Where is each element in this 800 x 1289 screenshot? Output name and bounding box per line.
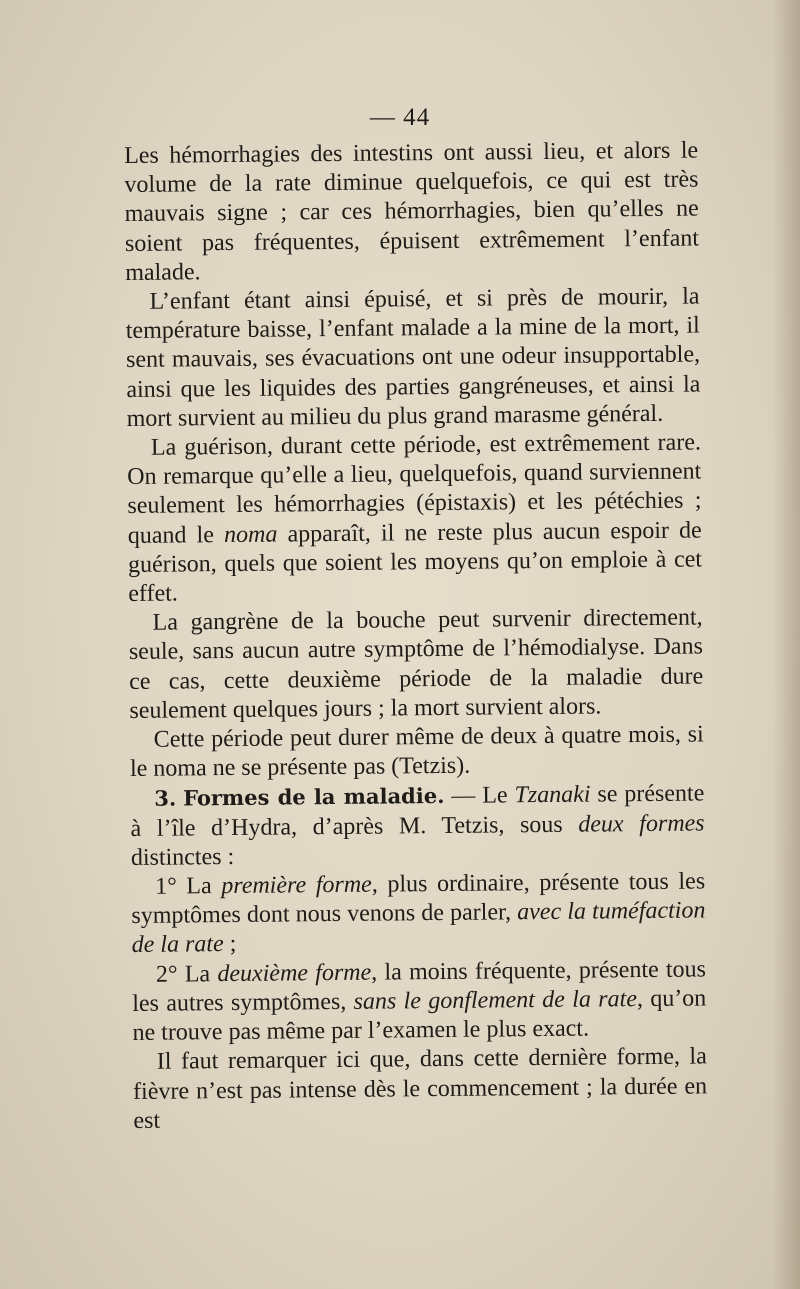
second-form-term: deuxième forme	[217, 959, 372, 987]
section-heading: Formes de la maladie.	[183, 783, 445, 811]
page-edge-shadow	[772, 0, 800, 1289]
first-form-text-b: , plus ordinaire, présente tous les symptômes dont nous venons de parler,	[131, 868, 706, 930]
paragraph-gangrene: La gangrène de la bouche peut survenir directement, seule, sans aucun autre symptôme de l’hémodialyse. Dans ce cas, cette deuxième période de la maladie dure seulement quelques jours ; la mort survient alors.	[128, 604, 704, 724]
first-form-swelling-term: avec la tuméfaction de la rate	[131, 897, 706, 959]
forms-two-forms-term: deux formes	[578, 810, 705, 838]
first-form-term: première forme	[221, 871, 372, 900]
paragraph-exhaustion: L’enfant étant ainsi épuisé, et si près de mourir, la température baisse, l’enfant malade a la mine de la mort, il sent mauvais, ses évacuations ont une odeur insupportable, ainsi que les liquides des parties gangréneuses, et ainsi la mort survient au milieu du plus grand marasme général.	[125, 283, 701, 432]
forms-tzanaki-term: Tzanaki	[514, 782, 591, 809]
paragraph-fever: Il faut remarquer ici que, dans cette dernière forme, la fièvre n’est pas intense dès le commencement ; la durée en est	[132, 1043, 708, 1134]
paragraph-hemorrhages: Les hémorrhagies des intestins ont aussi lieu, et alors le volume de la rate diminue quelquefois, ce qui est très mauvais signe ; car ces hémorrhagies, bien qu’elles ne soient pas fréquentes, épuisent extrêmement l’enfant malade.	[124, 137, 700, 286]
paragraph-forms	[130, 779, 705, 873]
body-text	[124, 136, 708, 1135]
forms-text-a: — Le	[444, 782, 515, 810]
first-form-text-c: ;	[223, 931, 237, 958]
second-form-no-swelling-term: sans le gonflement de la rate	[353, 986, 638, 1015]
forms-text-c: distinctes :	[130, 843, 235, 871]
second-form-text-a: 2° La	[155, 960, 218, 988]
first-form-text-a: 1° La	[155, 873, 222, 900]
healing-noma-term: noma	[223, 521, 278, 548]
healing-text-b: apparaît, il ne reste plus aucun espoir de guérison, quels que soient les moyens qu’on emploie à cet effet.	[127, 517, 703, 608]
paragraph-healing	[127, 429, 703, 610]
paragraph-first-form	[131, 868, 706, 961]
second-form-text-b: , la moins fréquente, présente tous les autres symptômes,	[132, 956, 707, 1017]
paragraph-duration: Cette période peut durer même de deux à quatre mois, si le noma ne se présente pas (Tetzis).	[129, 721, 704, 783]
healing-text-a: La guérison, durant cette période, est extrêmement rare. On remarque qu’elle a lieu, quelquefois, quand surviennent seulement les hémorrhagies (épistaxis) et les pétéchies ; quand le	[127, 429, 702, 549]
paragraph-second-form	[132, 955, 707, 1048]
second-form-text-c: , qu’on ne trouve pas même par l’examen le plus exact.	[132, 985, 707, 1047]
page-number: — 44	[369, 104, 431, 131]
forms-text-b: se présente à l’île d’Hydra, d’après M. Tetzis, sous	[130, 780, 705, 842]
section-number: 3.	[154, 785, 177, 812]
